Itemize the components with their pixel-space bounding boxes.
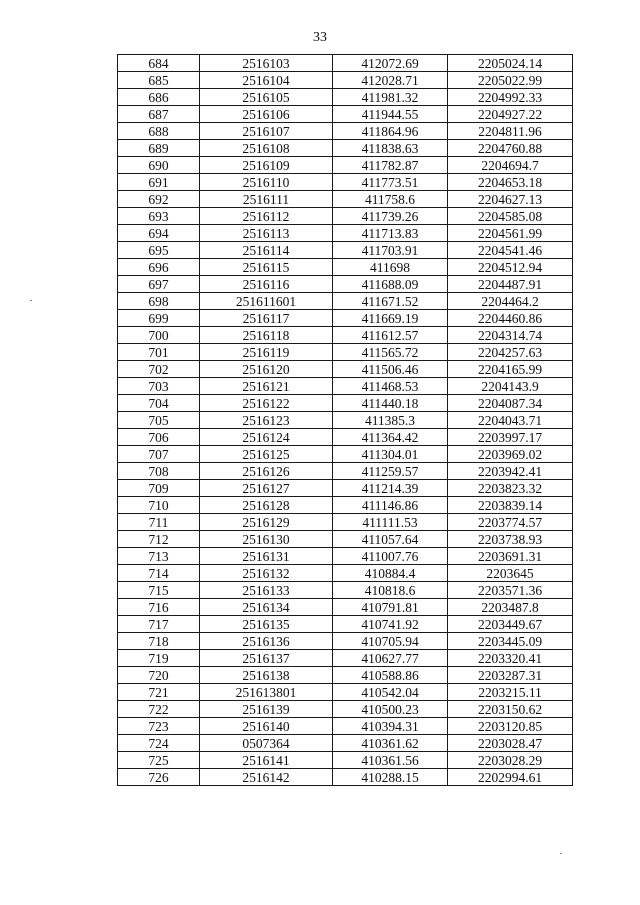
table-row bbox=[118, 429, 573, 446]
point-number-cell: 726 bbox=[118, 769, 200, 786]
y-coordinate-cell: 2204541.46 bbox=[448, 242, 573, 259]
table-row bbox=[118, 259, 573, 276]
x-coordinate-cell: 411773.51 bbox=[333, 174, 448, 191]
table-row bbox=[118, 208, 573, 225]
x-coordinate-cell: 410288.15 bbox=[333, 769, 448, 786]
coordinates-table-body bbox=[118, 55, 573, 786]
y-coordinate-cell: 2203445.09 bbox=[448, 633, 573, 650]
table-row bbox=[118, 548, 573, 565]
point-number-cell: 692 bbox=[118, 191, 200, 208]
point-number-cell: 702 bbox=[118, 361, 200, 378]
point-number-cell: 709 bbox=[118, 480, 200, 497]
x-coordinate-cell: 410741.92 bbox=[333, 616, 448, 633]
x-coordinate-cell: 411057.64 bbox=[333, 531, 448, 548]
table-row bbox=[118, 497, 573, 514]
x-coordinate-cell: 411146.86 bbox=[333, 497, 448, 514]
y-coordinate-cell: 2204512.94 bbox=[448, 259, 573, 276]
point-id-cell: 2516115 bbox=[200, 259, 333, 276]
point-number-cell: 698 bbox=[118, 293, 200, 310]
table-row bbox=[118, 72, 573, 89]
point-number-cell: 719 bbox=[118, 650, 200, 667]
point-number-cell: 697 bbox=[118, 276, 200, 293]
table-row bbox=[118, 293, 573, 310]
point-number-cell: 705 bbox=[118, 412, 200, 429]
scan-speck bbox=[30, 300, 32, 301]
scan-speck bbox=[560, 853, 562, 854]
x-coordinate-cell: 411688.09 bbox=[333, 276, 448, 293]
table-row bbox=[118, 412, 573, 429]
point-id-cell: 2516107 bbox=[200, 123, 333, 140]
point-number-cell: 693 bbox=[118, 208, 200, 225]
x-coordinate-cell: 411304.01 bbox=[333, 446, 448, 463]
x-coordinate-cell: 410705.94 bbox=[333, 633, 448, 650]
x-coordinate-cell: 411111.53 bbox=[333, 514, 448, 531]
y-coordinate-cell: 2203738.93 bbox=[448, 531, 573, 548]
point-number-cell: 720 bbox=[118, 667, 200, 684]
point-id-cell: 2516114 bbox=[200, 242, 333, 259]
x-coordinate-cell: 411739.26 bbox=[333, 208, 448, 225]
y-coordinate-cell: 2203969.02 bbox=[448, 446, 573, 463]
table-row bbox=[118, 191, 573, 208]
point-id-cell: 2516136 bbox=[200, 633, 333, 650]
y-coordinate-cell: 2204257.63 bbox=[448, 344, 573, 361]
point-id-cell: 2516120 bbox=[200, 361, 333, 378]
y-coordinate-cell: 2205022.99 bbox=[448, 72, 573, 89]
point-number-cell: 714 bbox=[118, 565, 200, 582]
point-id-cell: 2516117 bbox=[200, 310, 333, 327]
point-number-cell: 688 bbox=[118, 123, 200, 140]
x-coordinate-cell: 411440.18 bbox=[333, 395, 448, 412]
point-number-cell: 699 bbox=[118, 310, 200, 327]
x-coordinate-cell: 411007.76 bbox=[333, 548, 448, 565]
table-row bbox=[118, 395, 573, 412]
table-row bbox=[118, 106, 573, 123]
x-coordinate-cell: 410884.4 bbox=[333, 565, 448, 582]
point-number-cell: 722 bbox=[118, 701, 200, 718]
table-row bbox=[118, 55, 573, 72]
x-coordinate-cell: 410500.23 bbox=[333, 701, 448, 718]
point-id-cell: 2516135 bbox=[200, 616, 333, 633]
point-number-cell: 700 bbox=[118, 327, 200, 344]
y-coordinate-cell: 2204143.9 bbox=[448, 378, 573, 395]
y-coordinate-cell: 2204314.74 bbox=[448, 327, 573, 344]
point-id-cell: 2516128 bbox=[200, 497, 333, 514]
x-coordinate-cell: 411838.63 bbox=[333, 140, 448, 157]
y-coordinate-cell: 2204811.96 bbox=[448, 123, 573, 140]
table-row bbox=[118, 480, 573, 497]
table-row bbox=[118, 361, 573, 378]
point-id-cell: 2516103 bbox=[200, 55, 333, 72]
point-id-cell: 2516124 bbox=[200, 429, 333, 446]
y-coordinate-cell: 2204653.18 bbox=[448, 174, 573, 191]
table-row bbox=[118, 514, 573, 531]
table-row bbox=[118, 752, 573, 769]
table-row bbox=[118, 157, 573, 174]
point-number-cell: 684 bbox=[118, 55, 200, 72]
point-id-cell: 2516116 bbox=[200, 276, 333, 293]
table-row bbox=[118, 463, 573, 480]
point-number-cell: 716 bbox=[118, 599, 200, 616]
y-coordinate-cell: 2203287.31 bbox=[448, 667, 573, 684]
x-coordinate-cell: 411364.42 bbox=[333, 429, 448, 446]
point-id-cell: 2516127 bbox=[200, 480, 333, 497]
x-coordinate-cell: 411565.72 bbox=[333, 344, 448, 361]
point-id-cell: 2516109 bbox=[200, 157, 333, 174]
table-row bbox=[118, 599, 573, 616]
point-id-cell: 0507364 bbox=[200, 735, 333, 752]
point-id-cell: 2516119 bbox=[200, 344, 333, 361]
point-number-cell: 689 bbox=[118, 140, 200, 157]
y-coordinate-cell: 2203215.11 bbox=[448, 684, 573, 701]
x-coordinate-cell: 412072.69 bbox=[333, 55, 448, 72]
point-number-cell: 694 bbox=[118, 225, 200, 242]
x-coordinate-cell: 410542.04 bbox=[333, 684, 448, 701]
y-coordinate-cell: 2203774.57 bbox=[448, 514, 573, 531]
point-number-cell: 691 bbox=[118, 174, 200, 191]
point-number-cell: 721 bbox=[118, 684, 200, 701]
table-row bbox=[118, 633, 573, 650]
point-number-cell: 710 bbox=[118, 497, 200, 514]
y-coordinate-cell: 2205024.14 bbox=[448, 55, 573, 72]
point-number-cell: 695 bbox=[118, 242, 200, 259]
y-coordinate-cell: 2203028.29 bbox=[448, 752, 573, 769]
point-id-cell: 2516139 bbox=[200, 701, 333, 718]
x-coordinate-cell: 411671.52 bbox=[333, 293, 448, 310]
y-coordinate-cell: 2203150.62 bbox=[448, 701, 573, 718]
x-coordinate-cell: 411506.46 bbox=[333, 361, 448, 378]
table-row bbox=[118, 123, 573, 140]
table-row bbox=[118, 378, 573, 395]
y-coordinate-cell: 2204561.99 bbox=[448, 225, 573, 242]
table-row bbox=[118, 616, 573, 633]
table-row bbox=[118, 89, 573, 106]
point-id-cell: 2516129 bbox=[200, 514, 333, 531]
point-number-cell: 713 bbox=[118, 548, 200, 565]
y-coordinate-cell: 2204464.2 bbox=[448, 293, 573, 310]
y-coordinate-cell: 2204927.22 bbox=[448, 106, 573, 123]
x-coordinate-cell: 411713.83 bbox=[333, 225, 448, 242]
table-row bbox=[118, 310, 573, 327]
y-coordinate-cell: 2204460.86 bbox=[448, 310, 573, 327]
point-id-cell: 2516110 bbox=[200, 174, 333, 191]
point-id-cell: 2516126 bbox=[200, 463, 333, 480]
point-id-cell: 2516133 bbox=[200, 582, 333, 599]
table-row bbox=[118, 565, 573, 582]
table-row bbox=[118, 650, 573, 667]
y-coordinate-cell: 2203839.14 bbox=[448, 497, 573, 514]
point-id-cell: 2516112 bbox=[200, 208, 333, 225]
x-coordinate-cell: 411669.19 bbox=[333, 310, 448, 327]
table-row bbox=[118, 446, 573, 463]
y-coordinate-cell: 2203320.41 bbox=[448, 650, 573, 667]
point-id-cell: 2516125 bbox=[200, 446, 333, 463]
point-number-cell: 687 bbox=[118, 106, 200, 123]
point-number-cell: 715 bbox=[118, 582, 200, 599]
table-row bbox=[118, 735, 573, 752]
point-number-cell: 704 bbox=[118, 395, 200, 412]
table-row bbox=[118, 684, 573, 701]
x-coordinate-cell: 411864.96 bbox=[333, 123, 448, 140]
y-coordinate-cell: 2204627.13 bbox=[448, 191, 573, 208]
point-number-cell: 706 bbox=[118, 429, 200, 446]
point-number-cell: 708 bbox=[118, 463, 200, 480]
point-id-cell: 2516106 bbox=[200, 106, 333, 123]
point-number-cell: 718 bbox=[118, 633, 200, 650]
point-number-cell: 723 bbox=[118, 718, 200, 735]
y-coordinate-cell: 2203691.31 bbox=[448, 548, 573, 565]
x-coordinate-cell: 412028.71 bbox=[333, 72, 448, 89]
coordinates-table-container bbox=[117, 54, 572, 786]
x-coordinate-cell: 411468.53 bbox=[333, 378, 448, 395]
y-coordinate-cell: 2204087.34 bbox=[448, 395, 573, 412]
x-coordinate-cell: 410361.62 bbox=[333, 735, 448, 752]
y-coordinate-cell: 2202994.61 bbox=[448, 769, 573, 786]
x-coordinate-cell: 411703.91 bbox=[333, 242, 448, 259]
point-id-cell: 2516141 bbox=[200, 752, 333, 769]
point-number-cell: 686 bbox=[118, 89, 200, 106]
x-coordinate-cell: 411214.39 bbox=[333, 480, 448, 497]
point-id-cell: 2516142 bbox=[200, 769, 333, 786]
coordinates-table bbox=[117, 54, 573, 786]
point-id-cell: 2516111 bbox=[200, 191, 333, 208]
x-coordinate-cell: 410791.81 bbox=[333, 599, 448, 616]
y-coordinate-cell: 2203942.41 bbox=[448, 463, 573, 480]
table-row bbox=[118, 225, 573, 242]
y-coordinate-cell: 2203028.47 bbox=[448, 735, 573, 752]
point-id-cell: 2516104 bbox=[200, 72, 333, 89]
y-coordinate-cell: 2204165.99 bbox=[448, 361, 573, 378]
y-coordinate-cell: 2204043.71 bbox=[448, 412, 573, 429]
table-row bbox=[118, 667, 573, 684]
table-row bbox=[118, 276, 573, 293]
y-coordinate-cell: 2203120.85 bbox=[448, 718, 573, 735]
x-coordinate-cell: 410361.56 bbox=[333, 752, 448, 769]
table-row bbox=[118, 769, 573, 786]
x-coordinate-cell: 411944.55 bbox=[333, 106, 448, 123]
y-coordinate-cell: 2204992.33 bbox=[448, 89, 573, 106]
point-id-cell: 251613801 bbox=[200, 684, 333, 701]
point-id-cell: 2516122 bbox=[200, 395, 333, 412]
point-id-cell: 2516105 bbox=[200, 89, 333, 106]
table-row bbox=[118, 327, 573, 344]
point-number-cell: 707 bbox=[118, 446, 200, 463]
point-number-cell: 724 bbox=[118, 735, 200, 752]
y-coordinate-cell: 2203487.8 bbox=[448, 599, 573, 616]
y-coordinate-cell: 2203571.36 bbox=[448, 582, 573, 599]
table-row bbox=[118, 701, 573, 718]
x-coordinate-cell: 411698 bbox=[333, 259, 448, 276]
table-row bbox=[118, 718, 573, 735]
x-coordinate-cell: 410818.6 bbox=[333, 582, 448, 599]
point-id-cell: 2516118 bbox=[200, 327, 333, 344]
y-coordinate-cell: 2203449.67 bbox=[448, 616, 573, 633]
point-id-cell: 2516134 bbox=[200, 599, 333, 616]
x-coordinate-cell: 410627.77 bbox=[333, 650, 448, 667]
point-number-cell: 703 bbox=[118, 378, 200, 395]
point-number-cell: 711 bbox=[118, 514, 200, 531]
point-number-cell: 712 bbox=[118, 531, 200, 548]
point-id-cell: 2516113 bbox=[200, 225, 333, 242]
y-coordinate-cell: 2204760.88 bbox=[448, 140, 573, 157]
table-row bbox=[118, 582, 573, 599]
point-id-cell: 2516108 bbox=[200, 140, 333, 157]
y-coordinate-cell: 2203823.32 bbox=[448, 480, 573, 497]
x-coordinate-cell: 410394.31 bbox=[333, 718, 448, 735]
x-coordinate-cell: 411782.87 bbox=[333, 157, 448, 174]
y-coordinate-cell: 2203645 bbox=[448, 565, 573, 582]
point-number-cell: 685 bbox=[118, 72, 200, 89]
point-id-cell: 2516138 bbox=[200, 667, 333, 684]
x-coordinate-cell: 411981.32 bbox=[333, 89, 448, 106]
point-number-cell: 696 bbox=[118, 259, 200, 276]
table-row bbox=[118, 344, 573, 361]
table-row bbox=[118, 242, 573, 259]
point-number-cell: 701 bbox=[118, 344, 200, 361]
point-number-cell: 690 bbox=[118, 157, 200, 174]
point-id-cell: 2516130 bbox=[200, 531, 333, 548]
point-id-cell: 2516140 bbox=[200, 718, 333, 735]
point-number-cell: 725 bbox=[118, 752, 200, 769]
table-row bbox=[118, 531, 573, 548]
y-coordinate-cell: 2204694.7 bbox=[448, 157, 573, 174]
point-id-cell: 251611601 bbox=[200, 293, 333, 310]
x-coordinate-cell: 410588.86 bbox=[333, 667, 448, 684]
x-coordinate-cell: 411259.57 bbox=[333, 463, 448, 480]
x-coordinate-cell: 411758.6 bbox=[333, 191, 448, 208]
point-id-cell: 2516131 bbox=[200, 548, 333, 565]
table-row bbox=[118, 140, 573, 157]
x-coordinate-cell: 411385.3 bbox=[333, 412, 448, 429]
x-coordinate-cell: 411612.57 bbox=[333, 327, 448, 344]
point-id-cell: 2516121 bbox=[200, 378, 333, 395]
y-coordinate-cell: 2204585.08 bbox=[448, 208, 573, 225]
point-number-cell: 717 bbox=[118, 616, 200, 633]
page-number: 33 bbox=[313, 30, 327, 45]
y-coordinate-cell: 2204487.91 bbox=[448, 276, 573, 293]
table-row bbox=[118, 174, 573, 191]
point-id-cell: 2516137 bbox=[200, 650, 333, 667]
point-id-cell: 2516123 bbox=[200, 412, 333, 429]
point-id-cell: 2516132 bbox=[200, 565, 333, 582]
y-coordinate-cell: 2203997.17 bbox=[448, 429, 573, 446]
